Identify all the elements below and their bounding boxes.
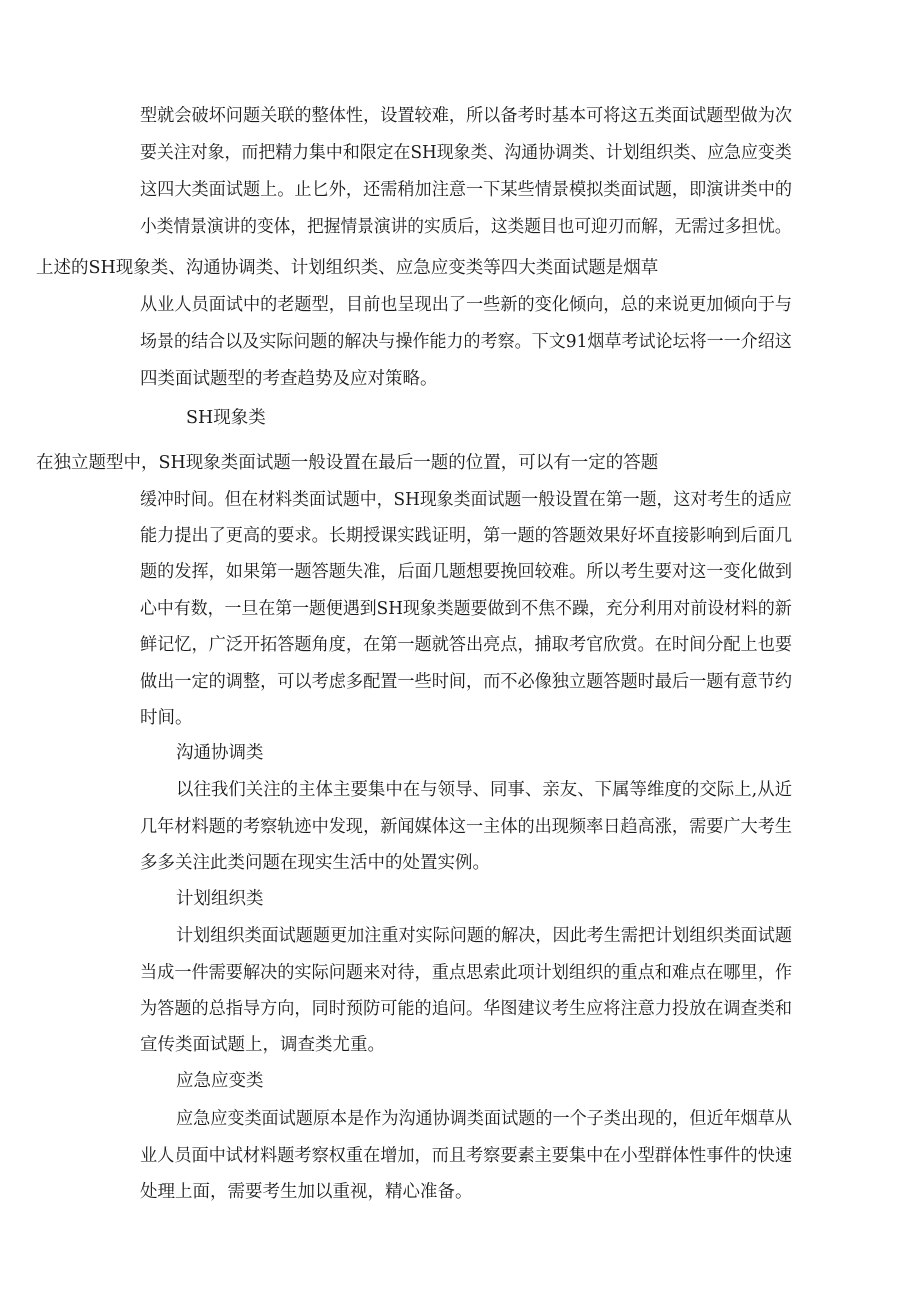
section-heading-sh: SH现象类 bbox=[186, 408, 266, 428]
paragraph-3-line-2: 缓冲时间。但在材料类面试题中，SH现象类面试题一般设置在第一题，这对考生的适应 bbox=[140, 490, 792, 510]
section-heading-jihua: 计划组织类 bbox=[176, 889, 264, 909]
paragraph-3-line-3: 能力提出了更高的要求。长期授课实践证明，第一题的答题效果好坏直接影响到后面几 bbox=[140, 526, 793, 546]
paragraph-5-line-4: 宣传类面试题上，调查类尤重。 bbox=[140, 1035, 385, 1055]
paragraph-4-line-2: 几年材料题的考察轨迹中发现，新闻媒体这一主体的出现频率日趋高涨，需要广大考生 bbox=[140, 817, 793, 837]
paragraph-2-line-1: 上述的SH现象类、沟通协调类、计划组织类、应急应变类等四大类面试题是烟草 bbox=[36, 258, 659, 278]
section-heading-yingji: 应急应变类 bbox=[176, 1071, 264, 1091]
paragraph-3-line-1: 在独立题型中，SH现象类面试题一般设置在最后一题的位置，可以有一定的答题 bbox=[36, 453, 659, 473]
paragraph-5-line-1: 计划组织类面试题题更加注重对实际问题的解决，因此考生需把计划组织类面试题 bbox=[176, 926, 793, 946]
paragraph-4-line-1: 以往我们关注的主体主要集中在与领导、同事、亲友、下属等维度的交际上,从近 bbox=[176, 780, 793, 800]
section-heading-goutong: 沟通协调类 bbox=[176, 743, 264, 763]
paragraph-2-line-2: 从业人员面试中的老题型，目前也呈现出了一些新的变化倾向，总的来说更加倾向于与 bbox=[140, 295, 793, 315]
paragraph-4-line-3: 多多关注此类问题在现实生活中的处置实例。 bbox=[140, 853, 490, 873]
paragraph-3-line-4: 题的发挥，如果第一题答题失准，后面几题想要挽回较难。所以考生要对这一变化做到 bbox=[140, 562, 793, 582]
paragraph-2-line-3: 场景的结合以及实际问题的解决与操作能力的考察。下文91烟草考试论坛将一一介绍这 bbox=[140, 332, 792, 352]
paragraph-3-line-6: 鲜记忆，广泛开拓答题角度，在第一题就答出亮点，捕取考官欣赏。在时间分配上也要 bbox=[140, 635, 793, 655]
paragraph-5-line-3: 为答题的总指导方向，同时预防可能的追问。华图建议考生应将注意力投放在调查类和 bbox=[140, 999, 793, 1019]
paragraph-2-line-4: 四类面试题型的考查趋势及应对策略。 bbox=[140, 369, 438, 389]
paragraph-1-line-3: 这四大类面试题上。止匕外，还需稍加注意一下某些情景模拟类面试题，即演讲类中的 bbox=[140, 180, 793, 200]
paragraph-3-line-8: 时间。 bbox=[140, 708, 193, 728]
paragraph-1-line-1: 型就会破坏问题关联的整体性，设置较难，所以备考时基本可将这五类面试题型做为次 bbox=[140, 106, 793, 126]
paragraph-1-line-4: 小类情景演讲的变体，把握情景演讲的实质后，这类题目也可迎刃而解，无需过多担忧。 bbox=[140, 217, 792, 237]
paragraph-3-line-5: 心中有数，一旦在第一题便遇到SH现象类题要做到不焦不躁，充分利用对前设材料的新 bbox=[140, 599, 792, 619]
paragraph-3-line-7: 做出一定的调整，可以考虑多配置一些时间，而不必像独立题答题时最后一题有意节约 bbox=[140, 672, 793, 692]
paragraph-5-line-2: 当成一件需要解决的实际问题来对待，重点思索此项计划组织的重点和难点在哪里，作 bbox=[140, 963, 793, 983]
paragraph-6-line-3: 处理上面，需要考生加以重视，精心准备。 bbox=[140, 1182, 473, 1202]
paragraph-6-line-1: 应急应变类面试题原本是作为沟通协调类面试题的一个子类出现的，但近年烟草从 bbox=[176, 1109, 793, 1129]
paragraph-1-line-2: 要关注对象，而把精力集中和限定在SH现象类、沟通协调类、计划组织类、应急应变类 bbox=[140, 143, 792, 163]
paragraph-6-line-2: 业人员面中试材料题考察权重在增加，而且考察要素主要集中在小型群体性事件的快速 bbox=[140, 1146, 793, 1166]
